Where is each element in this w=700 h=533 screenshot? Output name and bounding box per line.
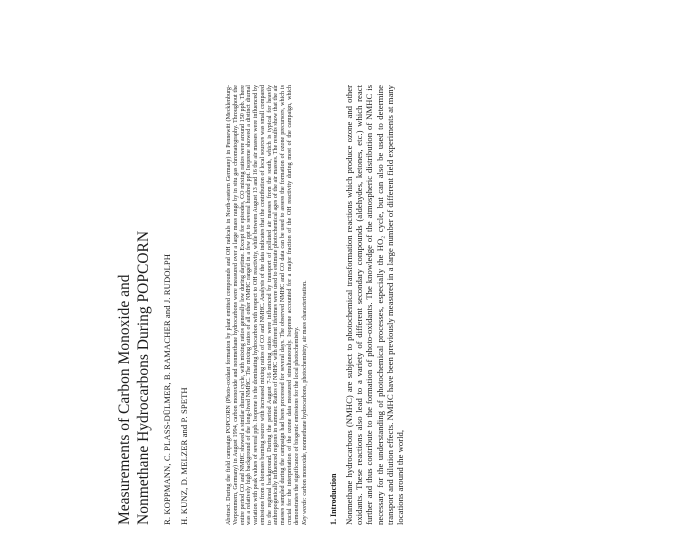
rotated-page [115, 85, 515, 525]
title-line-1: Measurements of Carbon Monoxide and [116, 274, 133, 525]
keywords-text: carbon monoxide, nonmethane hydrocarbons, photochemistry, air mass characterisation. [302, 280, 309, 496]
title-line-2: Nonmethane Hydrocarbons During POPCORN [135, 230, 152, 525]
paper-title [115, 85, 153, 525]
keywords-label: Key words: [302, 497, 309, 525]
keywords [302, 85, 309, 525]
abstract-text: During the field campaign POPCORN (Photo-oxidant formation by plant emitted compounds and OH radicals in North-eastern Germany) in Pennewitt (Mecklenburg-Vorpommern, Germany) in August 1994, carbon monoxide and nonmethane hydrocarbons were measured over a large mass range by in situ gas chromatography. Throughout the entire period CO and NMHC showed a similar diurnal cycle, with mixing ratios generally low during daytime. Except for episodes, CO mixing ratios were around 150 ppb. There was a relatively high background of the long-lived NMHC. The mixing ratios of all other NMHC ranged in a few ppt to several hundred ppt. Isoprene showed a distinct diurnal variation with peak values of several ppb. Isoprene is the dominating hydrocarbon with respect to OH reactivity, while between August 13 and 16 the air masses were influenced by emissions from a biomass burning source with increased mixing ratios of CO and NMHC. Analysis of the data indicates that the contribution of local sources was small compared to the regional background. During the period August 7-16 mixing ratios were influenced by transport of polluted air masses from the south, which is typical for heavily anthropogenically influenced regions in summer. Ratios of NMHC with different lifetimes were used to estimate photochemical ages of the air masses. The results show that the air masses sampled during the campaign had been processed for several days. The observed NMHC and CO data can be used to assess the formation of ozone precursors, which is crucial for the interpretation of the ozone data measured simultaneously. Isoprene accounted for a major fraction of the OH reactivity during most of the campaign, which demonstrates the significance of biogenic emissions for the local photochemistry. [226, 85, 300, 525]
author-list-1: R. KOPPMANN, C. PLASS-DÜLMER, B. RAMACHER and J. RUDOLPH [162, 253, 172, 525]
abstract-label: Abstract. [226, 502, 232, 525]
abstract [226, 85, 300, 525]
section-heading-introduction: 1. Introduction [329, 473, 338, 525]
author-list-2: H. KUNZ, D. MELZER and P. SPETH [179, 387, 189, 525]
introduction-paragraph: Nonmethane hydrocarbons (NMHC) are subject to photochemical transformation reactions which produce ozone and other oxidants. These reactions also lead to a variety of different secondary compounds (aldehydes, ketones, etc.) which react further and thus contribute to the formation of photo-oxidants. The knowledge of the atmospheric distribution of NMHC is necessary for the understanding of photochemical processes, especially the HO₂ cycle, but can also be used to determine transport and dilution effects. NMHC have been previously measured in a large number of different field experiments at many locations around the world, [344, 85, 406, 525]
